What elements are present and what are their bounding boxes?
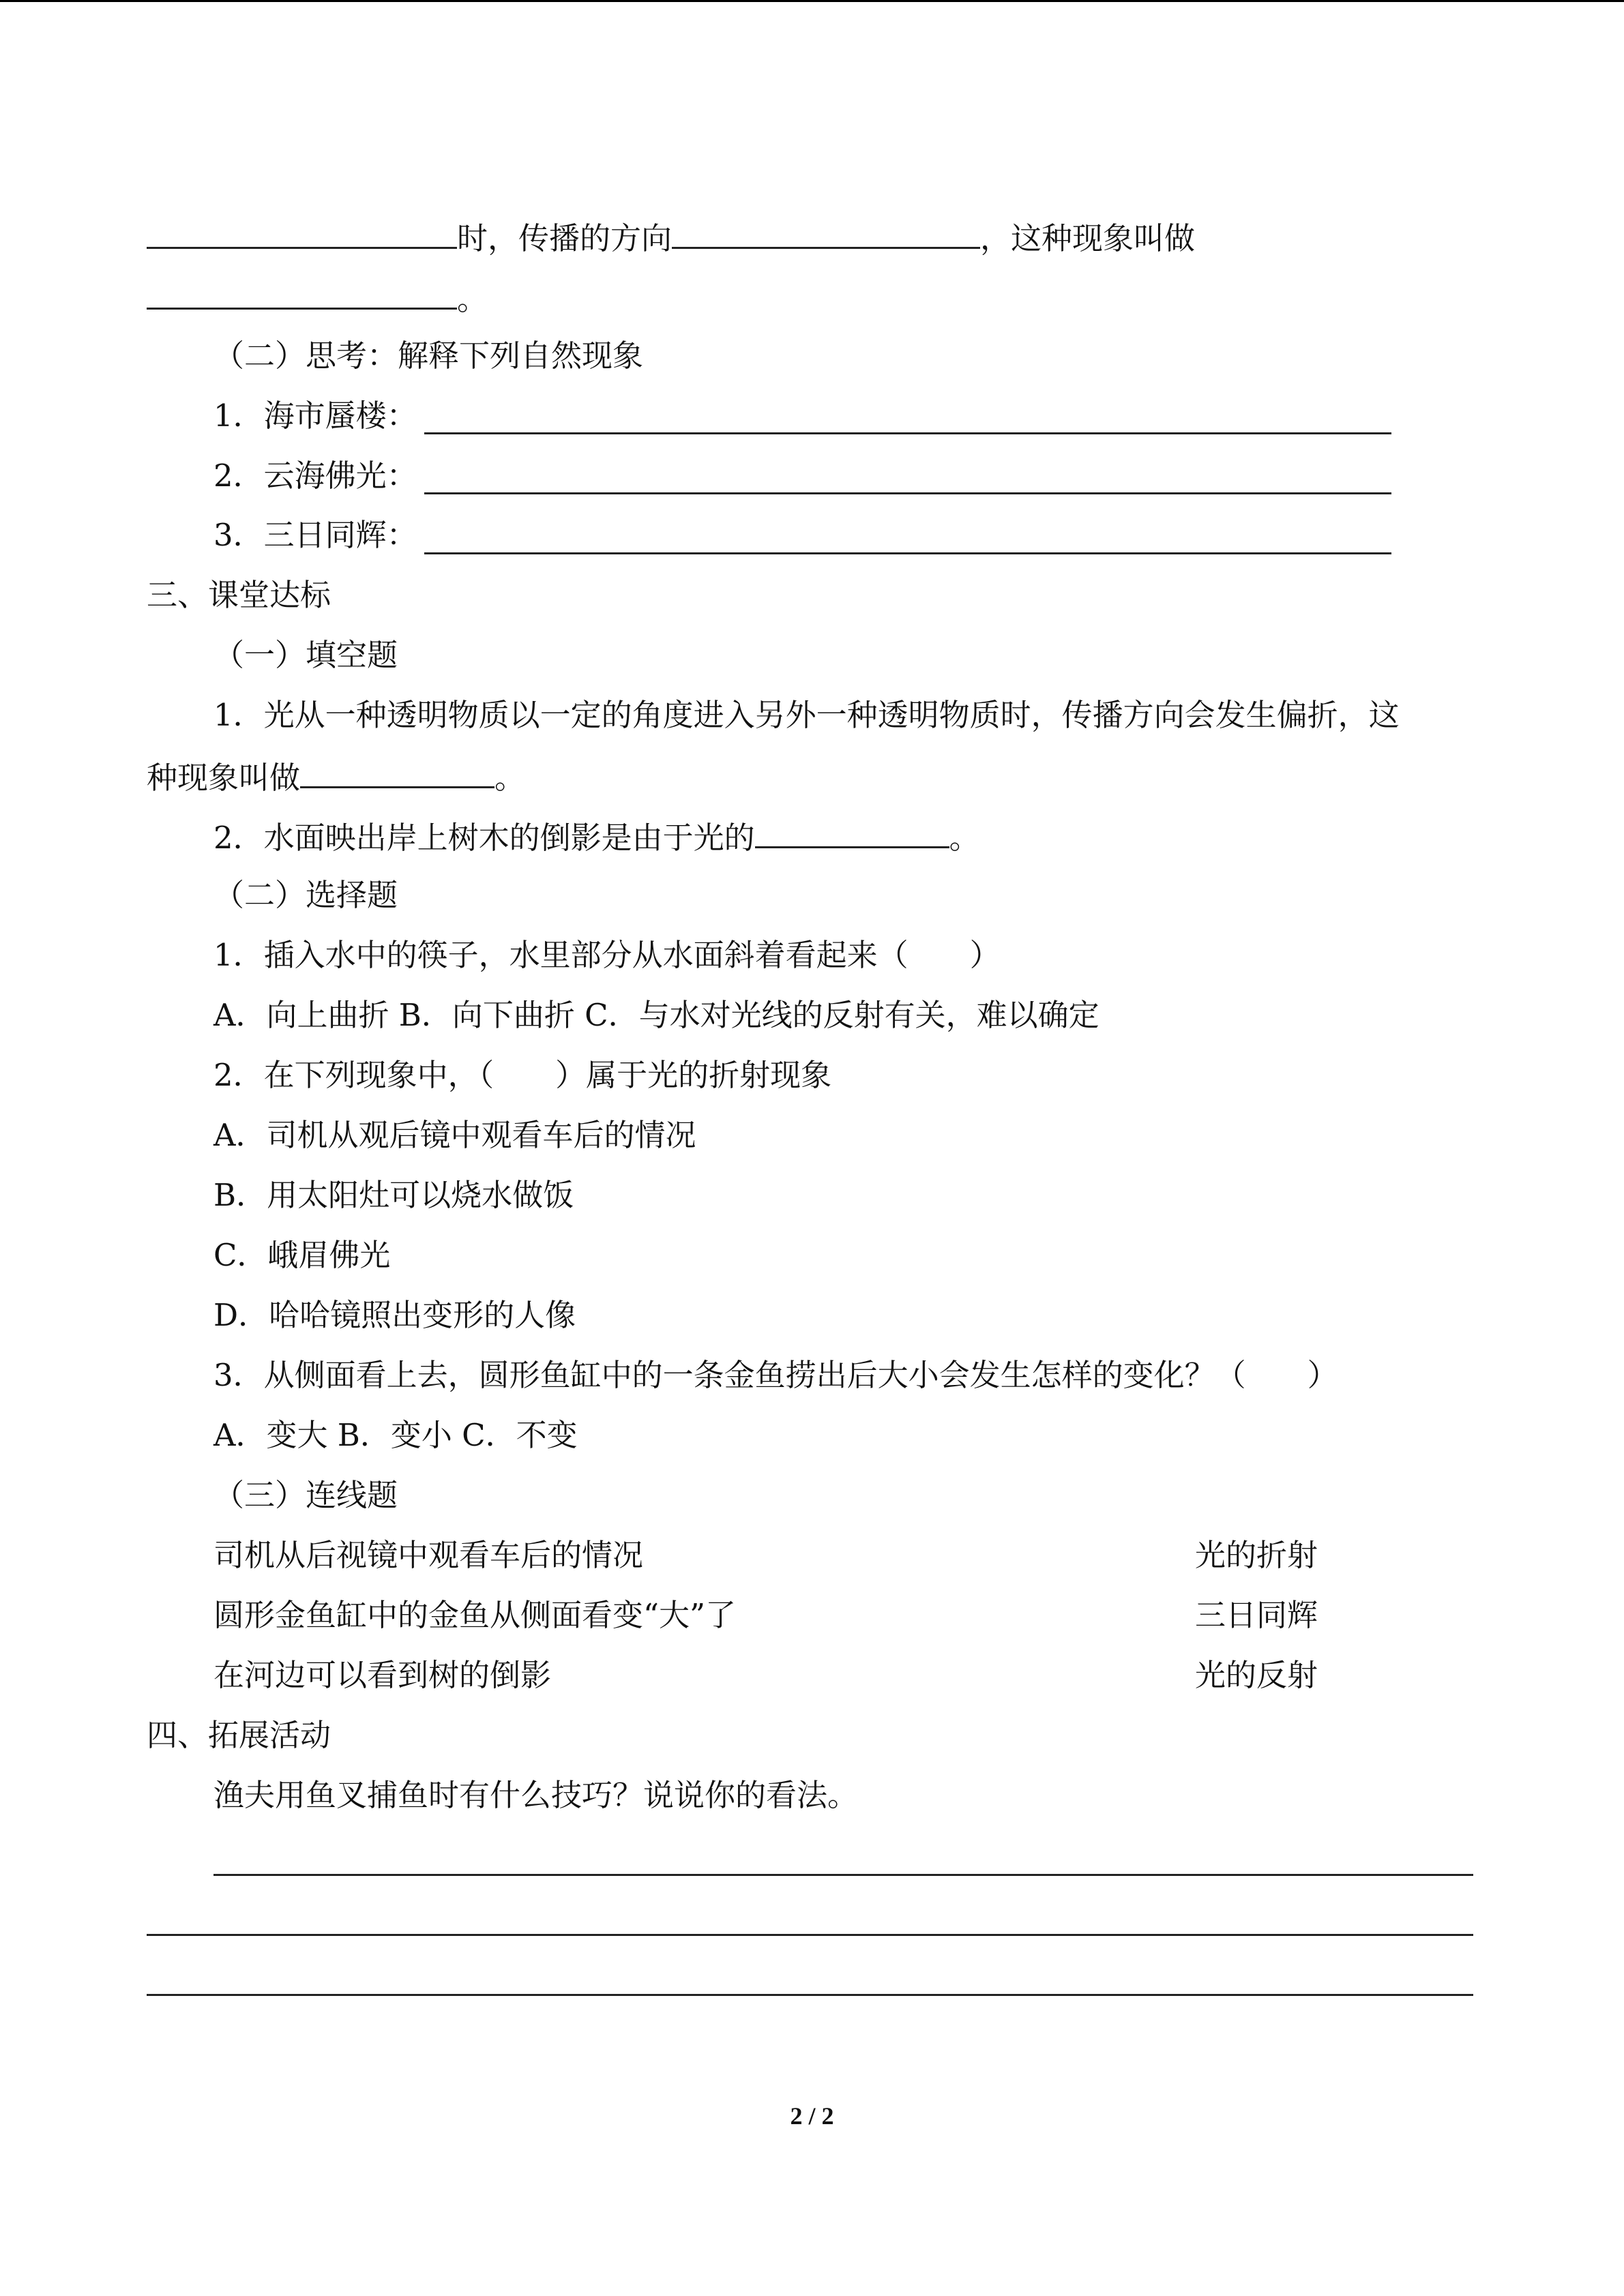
blank-field[interactable] — [147, 215, 457, 249]
matching-left-2[interactable]: 圆形金鱼缸中的金鱼从侧面看变“大”了 — [213, 1597, 737, 1633]
answer-line[interactable] — [147, 1934, 1473, 1936]
page-number: 2 / 2 — [790, 2102, 834, 2130]
thinking-item-2: 2．云海佛光： — [213, 458, 417, 494]
answer-line[interactable] — [424, 552, 1391, 554]
thinking-item-3: 3．三日同辉： — [213, 517, 417, 553]
fill-q1-line2: 种现象叫做 。 — [147, 755, 525, 799]
choice-q2: 2．在下列现象中，（ ）属于光的折射现象 — [213, 1057, 832, 1093]
matching-right-1[interactable]: 光的折射 — [1195, 1537, 1318, 1573]
fill-line-2: 。 — [147, 276, 488, 320]
answer-line[interactable] — [424, 432, 1391, 434]
choice-q2-option-c: C．峨眉佛光 — [213, 1237, 391, 1273]
matching-right-2[interactable]: 三日同辉 — [1195, 1597, 1318, 1633]
fill-q2: 2．水面映出岸上树木的倒影是由于光的 。 — [213, 815, 980, 859]
thinking-heading: （二）思考：解释下列自然现象 — [213, 338, 644, 374]
blank-field[interactable] — [147, 276, 457, 310]
answer-line[interactable] — [213, 1874, 1473, 1876]
blank-field[interactable] — [300, 755, 494, 788]
choice-heading: （二）选择题 — [213, 877, 398, 913]
thinking-item-1: 1．海市蜃楼： — [213, 398, 417, 434]
section-3-heading: 三、课堂达标 — [147, 577, 331, 613]
extension-prompt: 渔夫用鱼叉捕鱼时有什么技巧？说说你的看法。 — [213, 1777, 859, 1813]
top-border — [0, 0, 1624, 2]
answer-line[interactable] — [147, 1994, 1473, 1996]
matching-right-3[interactable]: 光的反射 — [1195, 1657, 1318, 1693]
choice-q2-option-d: D．哈哈镜照出变形的人像 — [213, 1297, 576, 1333]
blank-field[interactable] — [672, 215, 980, 249]
matching-left-3[interactable]: 在河边可以看到树的倒影 — [213, 1657, 552, 1693]
choice-q1-options: A．向上曲折 B．向下曲折 C．与水对光线的反射有关，难以确定 — [213, 997, 1099, 1033]
answer-line[interactable] — [424, 492, 1391, 494]
section-4-heading: 四、拓展活动 — [147, 1717, 331, 1753]
matching-heading: （三）连线题 — [213, 1477, 398, 1513]
blank-field[interactable] — [755, 815, 949, 848]
choice-q3: 3．从侧面看上去，圆形鱼缸中的一条金鱼捞出后大小会发生怎样的变化？（ ） — [213, 1357, 1338, 1393]
matching-left-1[interactable]: 司机从后视镜中观看车后的情况 — [213, 1537, 644, 1573]
fill-heading: （一）填空题 — [213, 637, 398, 673]
fill-q1-line1: 1．光从一种透明物质以一定的角度进入另外一种透明物质时，传播方向会发生偏折，这 — [213, 697, 1400, 733]
choice-q2-option-b: B．用太阳灶可以烧水做饭 — [213, 1177, 574, 1213]
choice-q3-options: A．变大 B．变小 C．不变 — [213, 1417, 578, 1453]
choice-q2-option-a: A．司机从观后镜中观看车后的情况 — [213, 1117, 696, 1153]
fill-line-1: 时，传播的方向 ，这种现象叫做 — [147, 215, 1195, 259]
choice-q1: 1．插入水中的筷子，水里部分从水面斜着看起来（ ） — [213, 937, 1001, 973]
